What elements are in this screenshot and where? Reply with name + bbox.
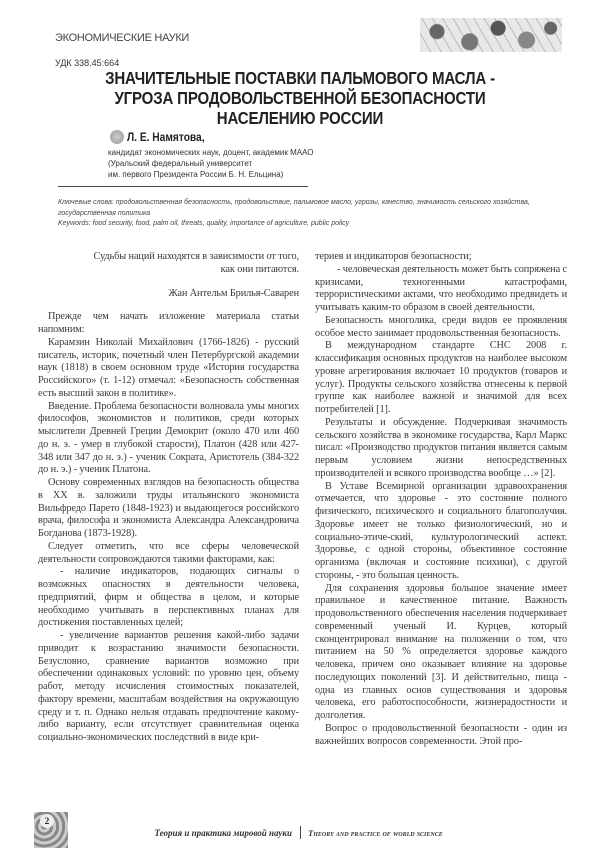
author-name: Л. Е. Намятова, bbox=[127, 130, 205, 144]
title-line: ЗНАЧИТЕЛЬНЫЕ ПОСТАВКИ ПАЛЬМОВОГО МАСЛА - bbox=[94, 68, 507, 88]
epigraph-text: Судьбы наций находятся в зависимости от того, bbox=[38, 251, 299, 264]
paragraph: Следует отметить, что все сферы человеческой деятельности сопровождаются такими факторами, как: bbox=[38, 541, 299, 567]
journal-name-ru: Теория и практика мировой науки bbox=[130, 828, 292, 838]
title-line: НАСЕЛЕНИЮ РОССИИ bbox=[94, 108, 507, 128]
divider bbox=[58, 186, 308, 187]
affiliation-line: им. первого Президента России Б. Н. Ельцина) bbox=[108, 169, 313, 180]
left-column bbox=[38, 251, 299, 745]
list-item: - наличие индикаторов, подающих сигналы о возможных опасностях в деятельности человека, предприятий, фирм и общества в целом, и которые необходимо учитывать в перспективных планах для достижения поставленных целей; bbox=[38, 566, 299, 630]
epigraph-text: как они питаются. bbox=[38, 264, 299, 277]
right-column bbox=[315, 251, 567, 748]
paragraph: Для сохранения здоровья большое значение имеет правильное и качественное питание. Важность продовольственного обеспечения населения подчеркивает современный ученый И. Курцев, который сконцентрировал внимание на положении о том, что питанием на 50 % определяется здоровье каждого человека, причем оно оказывает влияние на здоровье последующих поколений [3]. И действительно, пища - одна из главных основ существования и здоровья человека, его работоспособности, жизнерадостности и долголетия. bbox=[315, 583, 567, 723]
paragraph: Вопрос о продовольственной безопасности - один из важнейших вопросов современности. Этой про- bbox=[315, 723, 567, 749]
paragraph: Основу современных взглядов на безопасность общества в XX в. заложили труды итальянского экономиста Вильфредо Парето (1848-1923) и выдающегося российского врача, философа и экономиста Александра Александровича Богданова (1873-1928). bbox=[38, 477, 299, 541]
header-decorative-image bbox=[420, 18, 562, 52]
list-item: - увеличение вариантов решения какой-либо задачи приводит к возрастанию значимости безопасности. Безусловно, сравнение вариантов возможно при обеспечении одинаковых условий: по уровню цен, объему работ, методу исчисления стоимостных показателей, фактору времени, масштабам воздействия на окружающую среду и т. п. Однако нельзя отдавать предпочтение какому-либо варианту, если отсутствует сравнительная оценка социально-экономических последствий в виде кри- bbox=[38, 630, 299, 745]
journal-name-en: Theory and practice of world science bbox=[308, 828, 443, 838]
affiliation-line: (Уральский федеральный университет bbox=[108, 158, 313, 169]
epigraph-author: Жан Антельм Брилья-Саварен bbox=[38, 288, 299, 301]
paragraph: Безопасность многолика, среди видов ее проявления особое место занимает продовольственная безопасность. bbox=[315, 315, 567, 341]
paragraph: териев и индикаторов безопасности; bbox=[315, 251, 567, 264]
paragraph: Прежде чем начать изложение материала статьи напомним: bbox=[38, 311, 299, 337]
paragraph: Результаты и обсуждение. Подчеркивая значимость сельского хозяйства в экономике государства, Карл Маркс писал: «Производство продуктов питания является самым первым условием жизни непосредственных производителей и всякого производства вообще …» [2]. bbox=[315, 417, 567, 481]
keywords-en: Keywords: food security, food, palm oil, threats, quality, importance of agriculture, public policy bbox=[58, 219, 558, 230]
paragraph: Введение. Проблема безопасности волновала умы многих философов, экономистов и политиков, среди которых мыслители Древней Греции Демокрит (около 470 или 460 до н. э. - умер в глубокой старости), Платон (428 или 427-348 или 347 до н. э.) - ученик Сократа, Аристотель (384-322 до н. э.) - ученик Платона. bbox=[38, 401, 299, 478]
page-number: 2 bbox=[40, 814, 54, 828]
title-line: УГРОЗА ПРОДОВОЛЬСТВЕННОЙ БЕЗОПАСНОСТИ bbox=[94, 88, 507, 108]
author-icon bbox=[110, 130, 124, 144]
list-item: - человеческая деятельность может быть сопряжена с кризисами, техногенными катастрофами, террористическими актами, что необходимо предвидеть и учитывать каким-то образом в своей деятельности. bbox=[315, 264, 567, 315]
udk-code: УДК 338.45:664 bbox=[55, 58, 119, 68]
keywords bbox=[58, 198, 558, 230]
paragraph: В Уставе Всемирной организации здравоохранения отмечается, что здоровье - это состояние полного физического, психического и социального благополучия. Здоровье имеет не только физиологический, но и социально-этиче-ский, культурологический аспект. Здоровье, с одной стороны, объективное состояние организма (включая и состояние психики), с другой стороны, - это большая ценность. bbox=[315, 481, 567, 583]
paragraph: Карамзин Николай Михайлович (1766-1826) - русский писатель, историк, почетный член Петербургской академии наук (1818) в своем основном труде «История государства Российского» (т. 1-12) отмечал: «Безопасность собственная есть высший закон в политике». bbox=[38, 337, 299, 401]
affiliation-line: кандидат экономических наук, доцент, академик МААО bbox=[108, 147, 313, 158]
footer-divider bbox=[300, 826, 301, 839]
article-title bbox=[94, 68, 507, 128]
paragraph: В международном стандарте СНС 2008 г. классификация основных продуктов на наиболее высоком уровне агрегирования включает 10 продуктов (товаров и услуг). Продукты сельского хозяйства отнесены к первой группе как наиболее важной и значимой для всех потребителей [1]. bbox=[315, 340, 567, 417]
author-affiliation bbox=[108, 147, 313, 180]
keywords-ru: Ключевые слова: продовольственная безопасность, продовольствие, пальмовое масло, угрозы, качество, значимость сельского хозяйства, государственная политика bbox=[58, 198, 558, 219]
section-label: ЭКОНОМИЧЕСКИЕ НАУКИ bbox=[55, 32, 189, 44]
